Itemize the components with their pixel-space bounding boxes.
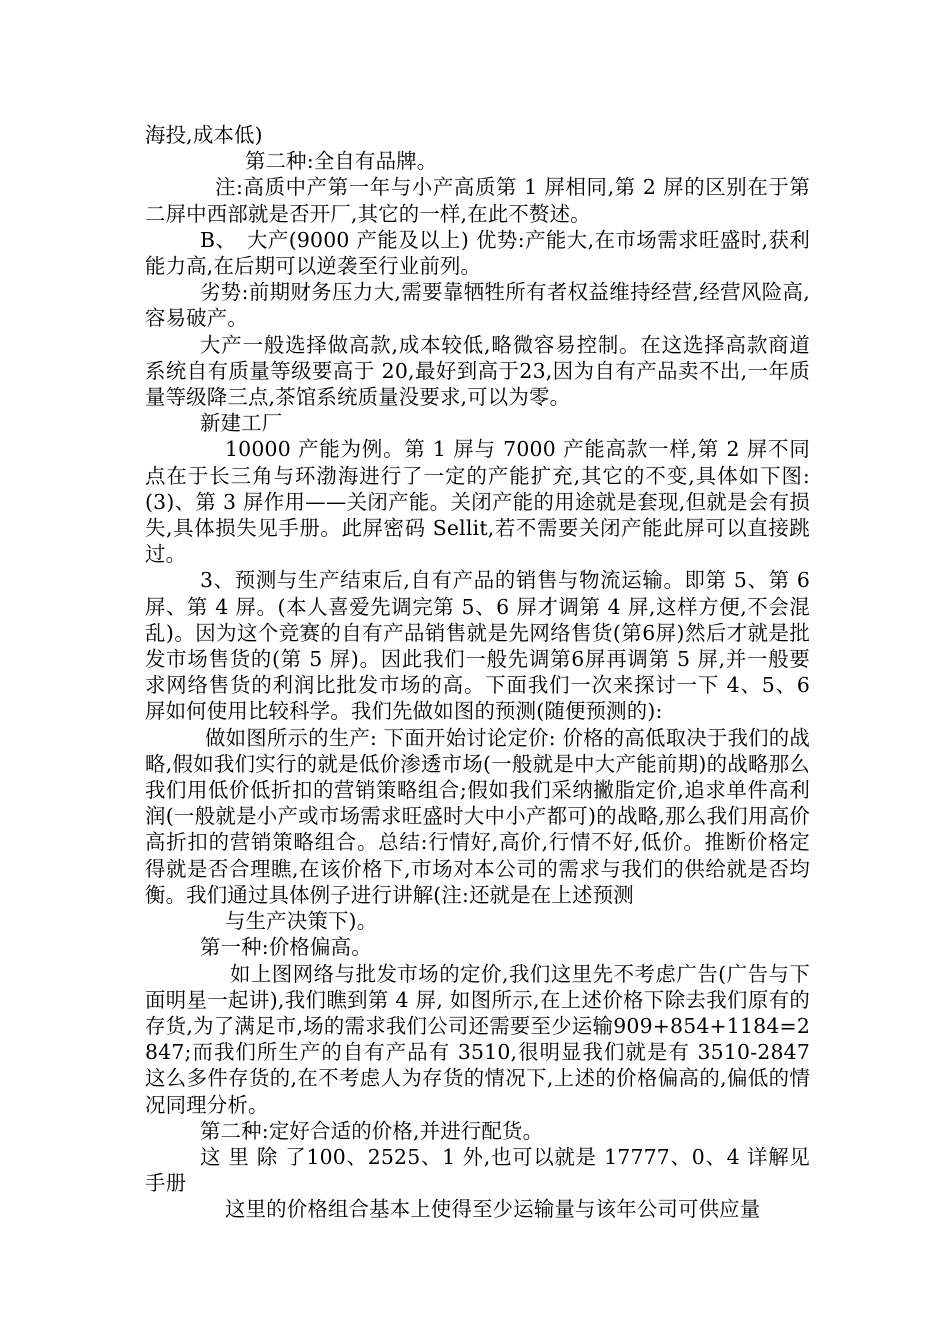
paragraph: 注:高质中产第一年与小产高质第 1 屏相同,第 2 屏的区别在于第二屏中西部就是否开厂,其它的一样,在此不赘述。 (145, 175, 810, 226)
paragraph: B、 大产(9000 产能及以上) 优势:产能大,在市场需求旺盛时,获利能力高,在后期可以逆袭至行业前列。 (145, 227, 810, 279)
document-body (145, 122, 810, 1223)
paragraph: 第二种:全自有品牌。 (245, 149, 438, 174)
paragraph: 第一种:价格偏高。 (200, 935, 372, 960)
paragraph: 第二种:定好合适的价格,并进行配货。 (200, 1118, 544, 1143)
paragraph: 这 里 除 了100、2525、1 外,也可以就是 17777、0、4 详解见手册 (145, 1144, 810, 1196)
paragraph: 如上图网络与批发市场的定价,我们这里先不考虑广告(广告与下面明星一起讲),我们瞧到第 4 屏, 如图所示,在上述价格下除去我们原有的存货,为了满足市,场的需求我们公司还需要至少运输909+854+1184=2847;而我们所生产的自有产品有 3510,很明显我们就是有 3510-2847 这么多件存货的,在不考虑人为存货的情况下,上述的价格偏高的,偏低的情况同理分析。 (145, 961, 810, 1117)
paragraph: 3、预测与生产结束后,自有产品的销售与物流运输。即第 5、第 6屏、第 4 屏。(本人喜爱先调完第 5、6 屏才调第 4 屏,这样方便,不会混乱)。因为这个竞赛的自有产品销售就是先网络售货(第6屏)然后才就是批发市场售货的(第 5 屏)。因此我们一般先调第6屏再调第 5 屏,并一般要求网络售货的利润比批发市场的高。下面我们一次来探讨一下 4、5、6 屏如何使用比较科学。我们先做如图的预测(随便预测的): (145, 568, 810, 724)
paragraph: 劣势:前期财务压力大,需要靠牺牲所有者权益维持经营,经营风险高,容易破产。 (145, 280, 810, 331)
paragraph: 大产一般选择做高款,成本较低,略微容易控制。在这选择高款商道系统自有质量等级要高于 20,最好到高于23,因为自有产品卖不出,一年质量等级降三点,茶馆系统质量没要求,可以为零。 (145, 332, 810, 410)
paragraph: 新建工厂 (200, 411, 283, 436)
paragraph: 10000 产能为例。第 1 屏与 7000 产能高款一样,第 2 屏不同点在于长三角与环渤海进行了一定的产能扩充,其它的不变,具体如下图: (3)、第 3 屏作用——关闭产能。关闭产能的用途就是套现,但就是会有损失,具体损失见手册。此屏密码 Sellit,若不需要关闭产能此屏可以直接跳过。 (145, 437, 810, 567)
paragraph: 海投,成本低) (145, 123, 263, 147)
paragraph: 这里的价格组合基本上使得至少运输量与该年公司可供应量 (225, 1197, 761, 1222)
paragraph: 做如图所示的生产: 下面开始讨论定价: 价格的高低取决于我们的战略,假如我们实行的就是低价渗透市场(一般就是中大产能前期)的战略那么我们用低价低折扣的营销策略组合;假如我们采纳撇脂定价,追求单件高利润(一般就是小产或市场需求旺盛时大中小产都可)的战略,那么我们用高价高折扣的营销策略组合。总结:行情好,高价,行情不好,低价。推断价格定得就是否合理瞧,在该价格下,市场对本公司的需求与我们的供给就是否均衡。我们通过具体例子进行讲解(注:还就是在上述预测 (145, 725, 810, 907)
paragraph: 与生产决策下)。 (225, 909, 378, 934)
